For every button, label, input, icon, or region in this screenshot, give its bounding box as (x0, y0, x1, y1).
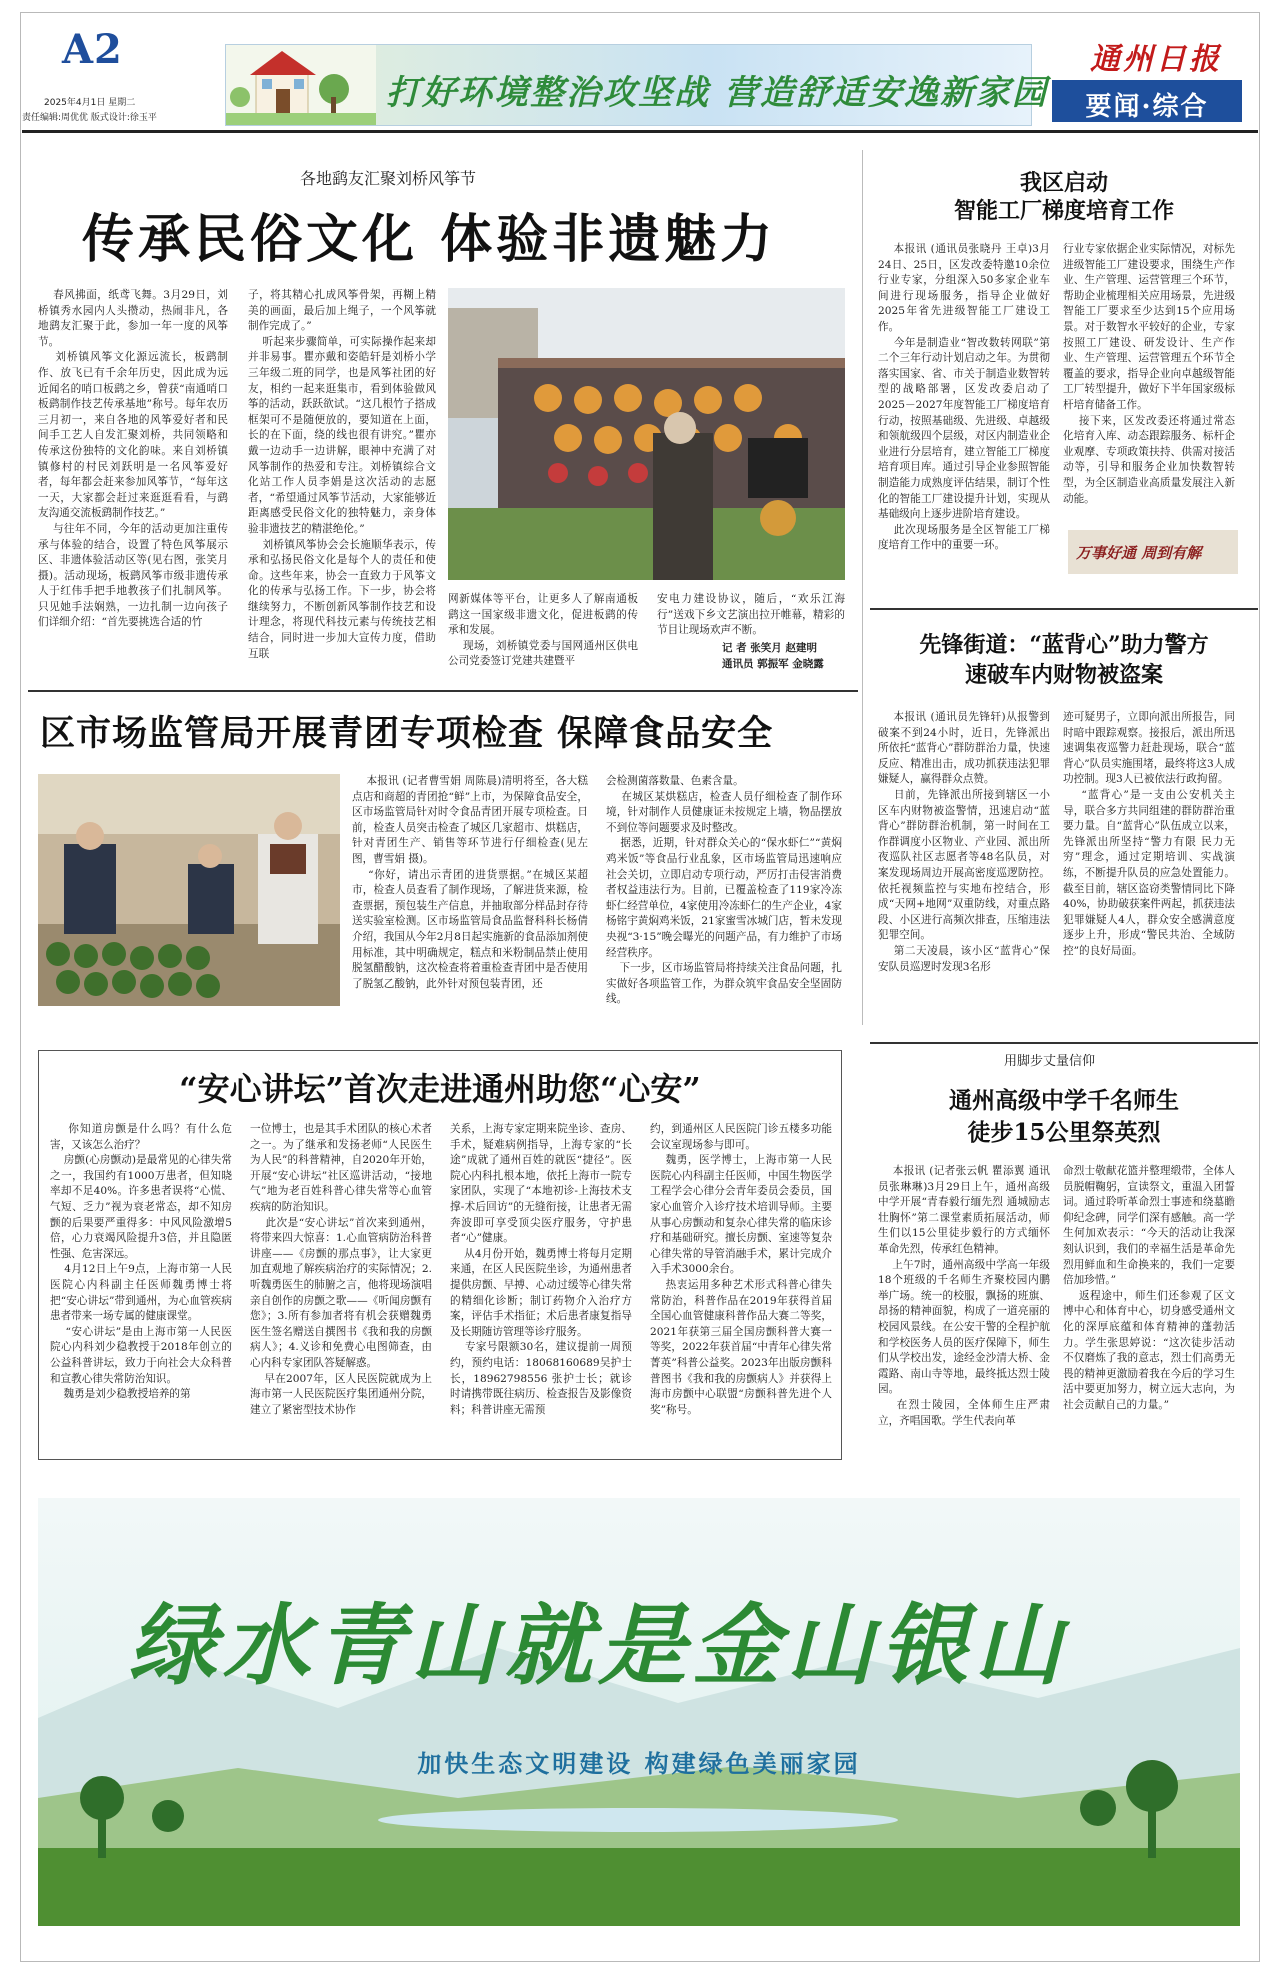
blueheart-col1: 本报讯 (通讯员先锋轩)从报警到破案不到24小时，近日，先锋派出所依托“蓝背心”群防群治力量，快速反应、精准出击，成功抓获违法犯罪嫌疑人，赢得群众点赞。 日前，先锋派出所接到辖区一小区车内财物被盗警情，迅速启动“蓝背心”群防群治机制，第一时间在工作群调度小区物业、产业园、派出所夜巡队社区志愿者等48名队员，对案发现场周边开展高密度巡逻防控。依托视频监控与实地布控结合，形成“天网+地网”双重防线，对重点路段、小区进行高频次排查，压缩违法犯罪空间。 第二天凌晨，该小区“蓝背心”保安队员巡逻时发现3名形 (878, 711, 1050, 973)
food-col1: 本报讯 (记者曹雪娟 周陈晨)清明将至，各大糕点店和商超的青团抢“鲜”上市，为保障食品安全，区市场监管局针对时令食品青团开展专项检查。日前，检查人员突击检查了城区几家超市、烘糕店，针对青团生产、销售等环节进行仔细检查(见左图，曹雪娟 摄)。 “你好，请出示青团的进货票据。”在城区某超市，检查人员查看了制作现场，了解进货来源，检查票据，预包装生产信息，并抽取部分样品封存待送实验室检测。区市场监管局食品监督科科长杨倩介绍，我国从今年2月8日起实施新的食品添加剂使用标准，其中明确规定，糕点和米粉制品禁止使用脱氢醋酸钠，这次检查将着重检查青团中是否使用了脱氢乙酸钠，此外针对预包装青团，还 (352, 775, 588, 990)
food-photo-image (38, 774, 340, 1006)
heart-col2: 一位博士，也是其手术团队的核心术者之一。为了继承和发扬老师“人民医生为人民”的科普精神，自2020年开始，开展“安心讲坛”社区巡讲活动，“接地气”地为老百姓科普心律失常等心血管疾病的防治知识。 此次是“安心讲坛”首次来到通州，将带来四大惊喜：1.心血管病防治科普讲座——《房颤的那点事》，让大家更加直观地了解疾病治疗的实际情况；2.听魏勇医生的肺腑之言，他将现场演唱亲自创作的房颤之歌——《听闻房颤有您》；3.所有参加者将有机会获赠魏勇医生签名赠送自撰图书《我和我的房颤病人》；4.义诊和免费心电图筛查，由心内科专家团队答疑解惑。 早在2007年，区人民医院就成为上海市第一人民医院医疗集团通州分院，建立了紧密型技术协作 (250, 1123, 432, 1416)
factory-headline-line2: 智能工厂梯度培育工作 (953, 198, 1174, 224)
walk-headline-line1: 通州高级中学千名师生 (949, 1087, 1179, 1114)
kite-headline: 传承民俗文化 体验非遗魅力 (82, 209, 777, 270)
rule-food-top (28, 690, 858, 692)
issue-date: 2025年4月1日 星期二 (44, 98, 136, 108)
banner-slogan: 打好环境整治攻坚战 营造舒适安逸新家园 (386, 73, 1048, 113)
slogan-box (1068, 530, 1238, 574)
heart-col3: 关系，上海专家定期来院坐诊、查房、手术，疑难病例指导，上海专家的“长途”成就了通州百姓的就医“捷径”。医院心内科扎根本地，依托上海市一院专家团队，实现了“本地初诊-上海技术支撑-术后回访”的无缝衔接，让患者无需奔波即可享受顶尖医疗服务，守护患者“心”健康。 从4月份开始，魏勇博士将每月定期来通，在区人民医院坐诊，为通州患者提供房颤、早搏、心动过缓等心律失常的精细化诊断；制订药物介入治疗方案，评估手术指征；术后患者康复指导及长期随访管理等诊疗服务。 专家号限额30名，建议提前一周预约，预约电话：18068160689吴护士长，18962798556 张护士长；就诊时请携带既往病历、检查报告及影像资料；科普讲座无需预 (450, 1123, 632, 1416)
heart-headline: “安心讲坛”首次走进通州助您“心安” (179, 1070, 701, 1108)
house-illustration (226, 45, 376, 125)
eco-landscape (38, 1498, 1240, 1926)
kite-photo (448, 288, 845, 580)
environment-banner (225, 44, 1048, 126)
walk-col2: 命烈士敬献花篮并整理缎带，全体人员脱帽鞠躬，宣读祭文，重温入团誓词。通过聆听革命烈士事迹和绕墓瞻仰纪念碑，同学们深有感触。高一学生何加欢表示：“今天的活动让我深刻认识到，我们的幸福生活是革命先烈用鲜血和生命换来的，我们一定要倍加珍惜。” 返程途中，师生们还参观了区文博中心和体育中心，切身感受通州文化的深厚底蕴和体育精神的蓬勃活力。学生张思婷说：“这次徒步活动不仅磨炼了我的意志，烈士们高勇无畏的精神更激励着我在今后的学习生活中要更加努力，树立远大志向，为社会贡献自己的力量。” (1063, 1165, 1235, 1411)
eco-subtitle: 加快生态文明建设 构建绿色美丽家园 (417, 1749, 861, 1778)
kite-col3: 网新媒体等平台，让更多人了解南通板鹞这一国家级非遗文化，促进板鹞的传承和发展。 现场，刘桥镇党委与国网通州区供电公司党委签订党建共建暨平 (448, 593, 638, 668)
slogan-text: 万事好通 周到有解 (1076, 544, 1202, 562)
section-name: 要闻·综合 (1085, 92, 1209, 122)
kite-col1: 春风拂面，纸鸢飞舞。3月29日，刘桥镇秀水园内人头攒动，热闹非凡，各地鹞友汇聚于此，参加一年一度的风筝节。 刘桥镇风筝文化源远流长，板鹞制作、放飞已有千余年历史，因此成为远近闻名的哨口板鹞之乡，曾获“南通哨口板鹞制作技艺传承基地”称号。每年农历三月初一，来自各地的风筝爱好者和民间手工艺人自发汇聚刘桥，共同领略和传承这份独特的文化韵味。来自刘桥镇镇修村的村民刘跃明是一名风筝爱好者，每年都会赶来参加风筝节，“每年这一天，大家都会赶过来逛逛看看，与鹞友沟通交流板鹞制作技艺。” 与往年不同，今年的活动更加注重传承与体验的结合，设置了特色风筝展示区、非遗体验活动区等(见右图，张笑月 摄)。活动现场，板鹞风筝市级非遗传承人于红伟手把手地教孩子们扎制风筝。只见她手法娴熟，一边扎制一边向孩子们详细介绍：“首先要挑选合适的竹 (38, 289, 228, 629)
factory-col1: 本报讯 (通讯员张晓丹 王卓)3月24日、25日，区发改委特邀10余位行业专家，分组深入50多家企业车间进行现场服务，指导企业做好2025年省先进级智能工厂建设工作。 今年是制造业“智改数转网联”第二个三年行动计划启动之年。为贯彻落实国家、省、市关于制造业数智转型的战略部署，区发改委启动了2025－2027年度智能工厂梯度培育行动，按照基础级、先进级、卓越级和领航级四个层级，对区内制造业企业进行分层培育，建立智能工厂梯度培育项目库。通过引导企业参照智能制造能力成熟度评估结果，制订个性化的智能工厂建设提升计划，实现从基础级向上逐步进阶培育建设。 此次现场服务是全区智能工厂梯度培育工作中的重要一环。 (878, 243, 1050, 552)
kite-byline1: 记 者 张笑月 赵建明 (722, 642, 817, 654)
divider-kite-right (862, 150, 863, 690)
walk-kicker: 用脚步丈量信仰 (1004, 1054, 1096, 1069)
heart-col4: 约，到通州区人民医院门诊五楼多功能会议室现场参与即可。 魏勇，医学博士，上海市第一人民医院心内科副主任医师，中国生物医学工程学会心律分会青年委员会委员，国家心血管介入诊疗技术培训导师。主要从事心房颤动和复杂心律失常的临床诊疗和基础研究。擅长房颤、室速等复杂心律失常的导管消融手术，累计完成介入手术3000余台。 热衷运用多种艺术形式科普心律失常防治，科普作品在2019年获得首届全国心血管健康科普作品大赛二等奖，2021年获第三届全国房颤科普大赛一等奖，2022年获首届“中青年心律失常菁英”科普公益奖。2023年出版房颤科普图书《我和我的房颤病人》并获得上海市房颤中心联盟“房颤科普先进个人奖”称号。 (650, 1123, 832, 1416)
heart-col1: 你知道房颤是什么吗？有什么危害，又该怎么治疗？ 房颤(心房颤动)是最常见的心律失常之一，我国约有1000万患者，但知晓率却不足40%。许多患者误将“心慌、气短、乏力”视为衰老常态，却不知房颤的后果要严重得多：中风风险激增5倍，心力衰竭风险提升3倍，并且隐匿性强、危害深远。 4月12日上午9点，上海市第一人民医院心内科副主任医师魏勇博士将把“安心讲坛”带到通州，为心血管疾病患者带来一场专属的健康课堂。 “安心讲坛”是由上海市第一人民医院心内科刘少稳教授于2018年创立的公益科普讲坛，致力于向社会大众科普和宣教心律失常防治知识。 魏勇是刘少稳教授培养的第 (50, 1123, 232, 1401)
factory-headline-line1: 我区启动 (1019, 170, 1108, 196)
kite-kicker: 各地鹞友汇聚刘桥风筝节 (300, 169, 477, 188)
food-photo (38, 774, 340, 1006)
walk-headline-line2: 徒步15公里祭英烈 (967, 1119, 1161, 1146)
factory-col2: 行业专家依据企业实际情况，对标先进级智能工厂建设要求，围绕生产作业、生产管理、运营管理三个环节，帮助企业梳理相关应用场景，先进级智能工厂要求至少达到15个应用场景。对于数智水平较好的企业，专家按照工厂建设、研发设计、生产作业、生产管理、运营管理五个环节全覆盖的要求，指导企业向卓越级智能工厂转型提升，做好下半年国家级标杆培育储备工作。 接下来，区发改委还将通过常态化培育入库、动态跟踪服务、标杆企业观摩、专项政策扶持、供需对接活动等，引导和服务企业加快数智转型，为全区制造业高质量发展注入新动能。 (1063, 243, 1235, 505)
walk-col1: 本报讯 (记者张云帆 瞿添翼 通讯员张琳琳)3月29日上午，通州高级中学开展“青春毅行缅先烈 通城励志壮胸怀”第二课堂素质拓展活动，师生们以15公里徒步毅行的方式缅怀革命先烈，传承红色精神。 上午7时，通州高级中学高一年级18个班级的千名师生齐聚校园内鹏举广场。统一的校服，飘扬的班旗、昂扬的精神面貌，构成了一道亮丽的校园风景线。在公安干警的全程护航和学校医务人员的医疗保障下，师生们从学校出发，途经金沙清大桥、金霞路、南山寺等地，最终抵达烈士陵园。 在烈士陵园，全体师生庄严肃立，齐唱国歌。学生代表向革 (878, 1165, 1050, 1427)
blueheart-headline-line2: 速破车内财物被盗案 (964, 662, 1163, 688)
kite-photo-image (448, 288, 845, 580)
food-headline: 区市场监管局开展青团专项检查 保障食品安全 (40, 713, 774, 754)
blueheart-col2: 迹可疑男子，立即向派出所报告，同时暗中跟踪观察。接报后，派出所迅速调集夜巡警力赶赴现场，联合“蓝背心”队员实施围堵，最终将这3人成功控制。现3人已被依法行政拘留。 “蓝背心”是一支由公安机关主导，联合多方共同组建的群防群治重要力量。自“蓝背心”队伍成立以来，先锋派出所坚持“警力有限 民力无穷”理念，通过定期培训、实战演练，不断提升队员的应急处置能力。截至目前，辖区盗窃类警情同比下降40%，协助破获案件两起，抓获违法犯罪嫌疑人4人，群众安全感满意度逐步上升，形成“警民共治、全域防控”的良好局面。 (1063, 711, 1235, 957)
eco-title: 绿水青山就是金山银山 (128, 1593, 1069, 1697)
blueheart-headline-line1: 先锋街道：“蓝背心”助力警方 (919, 632, 1209, 658)
page-number: A2 (62, 26, 123, 73)
editors-line: 责任编辑:周优优 版式设计:徐玉平 (22, 113, 157, 123)
kite-byline2: 通讯员 郭振军 金晓露 (722, 658, 824, 670)
rule-mid-right (870, 608, 1258, 610)
section-badge (1052, 80, 1242, 122)
food-col2: 会检测菌落数量、色素含量。 在城区某烘糕店，检查人员仔细检查了制作环境，针对制作人员健康证未按规定上墙，物品摆放不到位等问题要求及时整改。 据悉，近期，针对群众关心的“保水虾仁”“黄焖鸡米饭”等食品行业乱象，区市场监管局迅速响应社会关切，立即启动专项行动，严厉打击侵害消费者权益违法行为。目前，已覆盖检查了119家冷冻虾仁经营单位，4家使用冷冻虾仁的生产企业，4家杨铭宇黄焖鸡米饭，21家蜜雪冰城门店，暂未发现央视“3·15”晚会曝光的问题产品，有力维护了市场经营秩序。 下一步，区市场监管局将持续关注食品问题，扎实做好各项监管工作，为群众筑牢食品安全坚固防线。 (606, 775, 842, 1006)
rule-walk-top (870, 1042, 1258, 1044)
divider-food-right (862, 690, 863, 1025)
kite-col2: 子，将其精心扎成风筝骨架，再糊上精美的画面，最后加上绳子，一个风筝就制作完成了。” 听起来步骤简单，可实际操作起来却并非易事。瞿亦戴和姿皓轩是刘桥小学三年级二班的同学，也是风筝社团的好友，相约一起来逛集市，看到体验做风筝的活动，跃跃欲试。“这几根竹子搭成框架可不是随便放的，要知道在上面，长的在下面，绕的线也很有讲究。”瞿亦戴一边动手一边讲解，眼神中充满了对风筝制作的热爱和专注。刘桥镇综合文化站工作人员李娟是这次活动的志愿者，“希望通过风筝节活动，大家能够近距离感受民俗文化的独特魅力，亲身体验非遗技艺的精湛绝伦。” 刘桥镇风筝协会会长施顺华表示，传承和弘扬民俗文化是每个人的责任和使命。这些年来，协会一直致力于风筝文化的传承与弘扬工作。下一步，协会将继续努力，不断创新风筝制作技艺和设计理念，将现代科技元素与传统技艺相结合，同时进一步加大宣传力度，借助互联 (248, 289, 436, 660)
masthead-rule (22, 130, 1258, 133)
eco-banner (38, 1498, 1240, 1926)
kite-col4: 安电力建设协议，随后，“欢乐江海行”送戏下乡文艺演出拉开帷幕，精彩的节目让现场欢声不断。 (657, 593, 845, 637)
paper-logo: 通州日报 (1090, 42, 1222, 77)
